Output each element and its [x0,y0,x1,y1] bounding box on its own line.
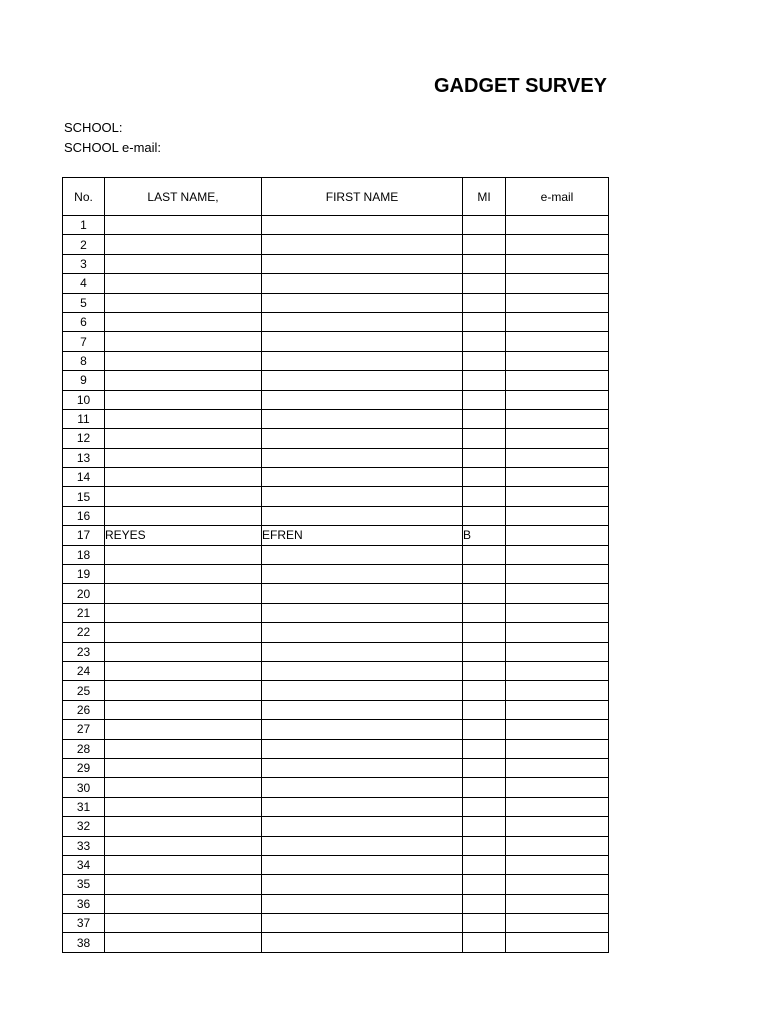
table-row [63,409,609,428]
cell-last-name[interactable] [105,681,262,700]
cell-last-name[interactable] [105,332,262,351]
table-row [63,894,609,913]
cell-mi[interactable] [463,487,506,506]
table-row [63,700,609,719]
cell-no[interactable]: 9 [63,371,105,390]
cell-no[interactable]: 35 [63,875,105,894]
cell-last-name[interactable] [105,894,262,913]
cell-first-name[interactable] [262,409,463,428]
cell-email[interactable] [506,409,609,428]
cell-last-name[interactable] [105,623,262,642]
cell-last-name[interactable] [105,739,262,758]
cell-first-name[interactable] [262,836,463,855]
cell-mi[interactable] [463,739,506,758]
cell-no[interactable]: 32 [63,817,105,836]
table-row [63,623,609,642]
cell-email[interactable] [506,603,609,622]
cell-email[interactable] [506,565,609,584]
cell-last-name[interactable]: REYES [105,526,262,545]
cell-email[interactable] [506,390,609,409]
table-row [63,448,609,467]
cell-mi[interactable] [463,720,506,739]
cell-last-name[interactable] [105,603,262,622]
cell-last-name[interactable] [105,875,262,894]
cell-last-name[interactable] [105,545,262,564]
cell-no[interactable]: 3 [63,254,105,273]
cell-first-name[interactable] [262,720,463,739]
cell-no[interactable]: 10 [63,390,105,409]
cell-last-name[interactable] [105,448,262,467]
cell-no[interactable]: 31 [63,797,105,816]
cell-no[interactable]: 34 [63,855,105,874]
header-first-name: FIRST NAME [262,178,463,216]
cell-last-name[interactable] [105,642,262,661]
cell-mi[interactable] [463,545,506,564]
cell-mi[interactable]: B [463,526,506,545]
table-header [63,178,609,216]
cell-mi[interactable] [463,506,506,525]
cell-email[interactable] [506,778,609,797]
cell-no[interactable]: 11 [63,409,105,428]
header-no: No. [63,178,105,216]
cell-email[interactable] [506,448,609,467]
cell-last-name[interactable] [105,409,262,428]
table-row [63,487,609,506]
table-row [63,758,609,777]
cell-last-name[interactable] [105,778,262,797]
cell-last-name[interactable] [105,933,262,952]
cell-email[interactable] [506,312,609,331]
cell-email[interactable] [506,642,609,661]
cell-last-name[interactable] [105,817,262,836]
cell-email[interactable] [506,254,609,273]
table-row [63,914,609,933]
cell-last-name[interactable] [105,700,262,719]
header-row [63,178,609,216]
table-row [63,274,609,293]
cell-first-name[interactable] [262,312,463,331]
cell-first-name[interactable] [262,700,463,719]
cell-email[interactable] [506,584,609,603]
cell-last-name[interactable] [105,720,262,739]
cell-no[interactable]: 13 [63,448,105,467]
cell-mi[interactable] [463,254,506,273]
table-row [63,332,609,351]
cell-mi[interactable] [463,914,506,933]
table-row [63,739,609,758]
cell-last-name[interactable] [105,487,262,506]
table-row [63,235,609,254]
cell-mi[interactable] [463,817,506,836]
cell-mi[interactable] [463,274,506,293]
cell-last-name[interactable] [105,506,262,525]
cell-first-name[interactable] [262,429,463,448]
cell-no[interactable]: 12 [63,429,105,448]
cell-mi[interactable] [463,778,506,797]
cell-last-name[interactable] [105,565,262,584]
table-row [63,797,609,816]
cell-first-name[interactable] [262,778,463,797]
cell-first-name[interactable] [262,545,463,564]
cell-first-name[interactable] [262,293,463,312]
cell-no[interactable]: 20 [63,584,105,603]
cell-last-name[interactable] [105,836,262,855]
table-row [63,681,609,700]
cell-no[interactable]: 7 [63,332,105,351]
cell-no[interactable]: 6 [63,312,105,331]
cell-last-name[interactable] [105,216,262,235]
cell-email[interactable] [506,855,609,874]
cell-no[interactable]: 18 [63,545,105,564]
cell-mi[interactable] [463,216,506,235]
cell-no[interactable]: 28 [63,739,105,758]
cell-no[interactable]: 29 [63,758,105,777]
school-email-label: SCHOOL e-mail: [64,140,162,155]
table-row [63,526,609,545]
cell-email[interactable] [506,332,609,351]
cell-last-name[interactable] [105,855,262,874]
table-row [63,216,609,235]
cell-no[interactable]: 38 [63,933,105,952]
cell-mi[interactable] [463,468,506,487]
cell-last-name[interactable] [105,371,262,390]
cell-email[interactable] [506,817,609,836]
cell-mi[interactable] [463,293,506,312]
cell-email[interactable] [506,545,609,564]
cell-no[interactable]: 19 [63,565,105,584]
cell-first-name[interactable] [262,817,463,836]
cell-last-name[interactable] [105,429,262,448]
cell-email[interactable] [506,933,609,952]
cell-last-name[interactable] [105,758,262,777]
cell-last-name[interactable] [105,584,262,603]
cell-email[interactable] [506,875,609,894]
cell-first-name[interactable] [262,661,463,680]
table-row [63,468,609,487]
cell-first-name[interactable] [262,914,463,933]
table-row [63,584,609,603]
cell-email[interactable] [506,797,609,816]
cell-email[interactable] [506,468,609,487]
cell-first-name[interactable] [262,468,463,487]
table-row [63,545,609,564]
cell-first-name[interactable] [262,758,463,777]
cell-mi[interactable] [463,797,506,816]
cell-email[interactable] [506,526,609,545]
cell-email[interactable] [506,681,609,700]
cell-no[interactable]: 16 [63,506,105,525]
table-row [63,254,609,273]
cell-first-name[interactable] [262,642,463,661]
cell-last-name[interactable] [105,468,262,487]
cell-first-name[interactable] [262,235,463,254]
cell-first-name[interactable] [262,603,463,622]
cell-first-name[interactable] [262,875,463,894]
cell-last-name[interactable] [105,390,262,409]
header-email: e-mail [506,178,609,216]
cell-email[interactable] [506,429,609,448]
cell-no[interactable]: 25 [63,681,105,700]
cell-mi[interactable] [463,429,506,448]
cell-first-name[interactable] [262,681,463,700]
cell-first-name[interactable] [262,216,463,235]
cell-no[interactable]: 14 [63,468,105,487]
cell-mi[interactable] [463,700,506,719]
cell-no[interactable]: 24 [63,661,105,680]
cell-mi[interactable] [463,448,506,467]
table-row [63,429,609,448]
cell-no[interactable]: 30 [63,778,105,797]
cell-email[interactable] [506,914,609,933]
cell-mi[interactable] [463,681,506,700]
table-row [63,720,609,739]
cell-mi[interactable] [463,836,506,855]
cell-last-name[interactable] [105,914,262,933]
cell-mi[interactable] [463,623,506,642]
school-label: SCHOOL: [64,120,123,135]
table-row [63,642,609,661]
table-row [63,565,609,584]
table-row [63,506,609,525]
cell-last-name[interactable] [105,661,262,680]
table-row [63,855,609,874]
cell-email[interactable] [506,293,609,312]
cell-mi[interactable] [463,661,506,680]
table-row [63,351,609,370]
table-body [63,216,609,953]
cell-first-name[interactable] [262,739,463,758]
cell-last-name[interactable] [105,293,262,312]
cell-email[interactable] [506,216,609,235]
cell-mi[interactable] [463,312,506,331]
cell-no[interactable]: 1 [63,216,105,235]
cell-first-name[interactable] [262,448,463,467]
cell-mi[interactable] [463,390,506,409]
cell-email[interactable] [506,739,609,758]
cell-mi[interactable] [463,933,506,952]
cell-no[interactable]: 8 [63,351,105,370]
cell-email[interactable] [506,371,609,390]
cell-mi[interactable] [463,584,506,603]
cell-last-name[interactable] [105,312,262,331]
cell-no[interactable]: 22 [63,623,105,642]
cell-no[interactable]: 27 [63,720,105,739]
cell-last-name[interactable] [105,235,262,254]
cell-first-name[interactable]: EFREN [262,526,463,545]
cell-email[interactable] [506,506,609,525]
cell-no[interactable]: 5 [63,293,105,312]
header-mi: MI [463,178,506,216]
cell-mi[interactable] [463,332,506,351]
cell-last-name[interactable] [105,351,262,370]
header-last-name: LAST NAME, [105,178,262,216]
cell-last-name[interactable] [105,254,262,273]
table-row [63,661,609,680]
cell-no[interactable]: 2 [63,235,105,254]
cell-email[interactable] [506,623,609,642]
cell-mi[interactable] [463,642,506,661]
title-area [0,70,607,102]
cell-first-name[interactable] [262,584,463,603]
cell-mi[interactable] [463,855,506,874]
cell-mi[interactable] [463,894,506,913]
cell-email[interactable] [506,700,609,719]
cell-mi[interactable] [463,409,506,428]
table-row [63,875,609,894]
cell-mi[interactable] [463,603,506,622]
cell-email[interactable] [506,235,609,254]
cell-no[interactable]: 15 [63,487,105,506]
cell-mi[interactable] [463,875,506,894]
cell-mi[interactable] [463,235,506,254]
table-row [63,603,609,622]
cell-first-name[interactable] [262,351,463,370]
table-row [63,390,609,409]
cell-email[interactable] [506,720,609,739]
cell-email[interactable] [506,894,609,913]
table-row [63,836,609,855]
cell-email[interactable] [506,661,609,680]
table-row [63,371,609,390]
cell-no[interactable]: 17 [63,526,105,545]
cell-email[interactable] [506,487,609,506]
cell-email[interactable] [506,836,609,855]
cell-no[interactable]: 26 [63,700,105,719]
cell-no[interactable]: 33 [63,836,105,855]
cell-first-name[interactable] [262,371,463,390]
table-row [63,293,609,312]
page-title: GADGET SURVEY [434,75,607,97]
cell-mi[interactable] [463,351,506,370]
cell-last-name[interactable] [105,797,262,816]
cell-first-name[interactable] [262,623,463,642]
cell-no[interactable]: 23 [63,642,105,661]
table-row [63,778,609,797]
cell-mi[interactable] [463,565,506,584]
cell-no[interactable]: 21 [63,603,105,622]
cell-first-name[interactable] [262,894,463,913]
cell-first-name[interactable] [262,274,463,293]
cell-first-name[interactable] [262,933,463,952]
cell-mi[interactable] [463,371,506,390]
cell-first-name[interactable] [262,332,463,351]
table-row [63,312,609,331]
cell-first-name[interactable] [262,487,463,506]
cell-first-name[interactable] [262,797,463,816]
cell-no[interactable]: 4 [63,274,105,293]
cell-first-name[interactable] [262,506,463,525]
cell-mi[interactable] [463,758,506,777]
cell-first-name[interactable] [262,565,463,584]
cell-no[interactable]: 36 [63,894,105,913]
cell-first-name[interactable] [262,254,463,273]
cell-first-name[interactable] [262,855,463,874]
cell-email[interactable] [506,351,609,370]
cell-email[interactable] [506,274,609,293]
cell-no[interactable]: 37 [63,914,105,933]
cell-first-name[interactable] [262,390,463,409]
cell-email[interactable] [506,758,609,777]
table-row [63,933,609,952]
cell-last-name[interactable] [105,274,262,293]
table-row [63,817,609,836]
survey-table [62,177,609,953]
